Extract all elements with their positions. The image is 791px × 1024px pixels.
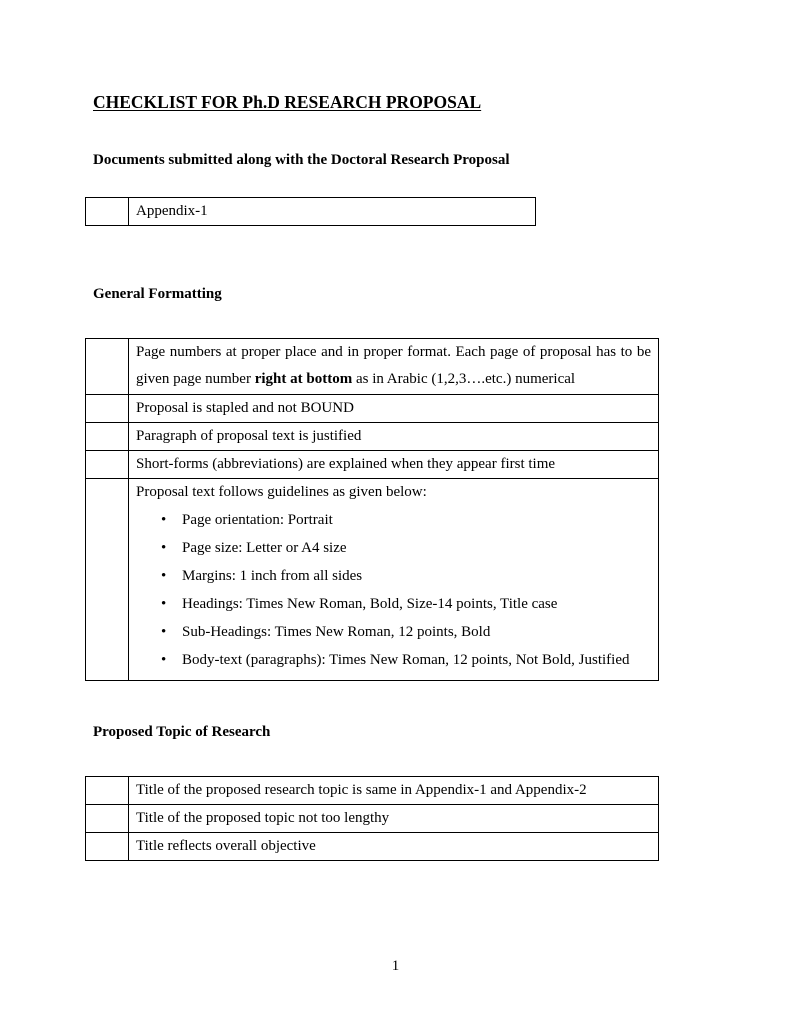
table-row [86,805,659,833]
table-row [86,833,659,861]
page-title: CHECKLIST FOR Ph.D RESEARCH PROPOSAL [93,92,482,112]
guidelines-list [136,506,651,674]
table-row [86,198,536,226]
table-row [86,395,659,423]
checklist-item: Title reflects overall objective [129,833,659,861]
page-numbers-bold-text: right at bottom [254,371,353,387]
checklist-item: Paragraph of proposal text is justified [129,423,659,451]
list-item: • Sub-Headings: Times New Roman, 12 points, Bold [182,618,651,646]
topic-table [85,776,659,861]
page-numbers-text-end: as in Arabic (1,2,3….etc.) numerical [352,371,576,387]
checklist-item-guidelines [129,479,659,681]
checkbox-cell[interactable] [86,339,129,395]
checkbox-cell[interactable] [86,423,129,451]
formatting-table [85,338,659,681]
list-item: • Margins: 1 inch from all sides [182,562,651,590]
bullet-icon: • [161,568,167,584]
table-row [86,423,659,451]
checklist-item: Title of the proposed research topic is same in Appendix-1 and Appendix-2 [129,777,659,805]
table-row [86,479,659,681]
bullet-icon: • [161,652,167,668]
checkbox-cell[interactable] [86,198,129,226]
bullet-icon: • [161,624,167,640]
topic-heading: Proposed Topic of Research [93,724,271,740]
list-item: • Page orientation: Portrait [182,506,651,534]
page-number: 1 [391,958,400,974]
documents-table [85,197,536,226]
bullet-icon: • [161,512,167,528]
checkbox-cell[interactable] [86,451,129,479]
formatting-heading: General Formatting [93,286,222,302]
checklist-item: Appendix-1 [129,198,536,226]
bullet-icon: • [161,540,167,556]
checkbox-cell[interactable] [86,777,129,805]
checklist-item: Proposal is stapled and not BOUND [129,395,659,423]
table-row [86,339,659,395]
table-row [86,451,659,479]
checkbox-cell[interactable] [86,805,129,833]
list-item: • Page size: Letter or A4 size [182,534,651,562]
checklist-item-page-numbers [129,339,659,395]
page-numbers-text: Page numbers at proper place and in proper format. Each page of proposal has to be given page number [136,344,651,387]
checkbox-cell[interactable] [86,479,129,681]
bullet-icon: • [161,596,167,612]
guidelines-intro: Proposal text follows guidelines as given below: [136,484,427,500]
documents-heading: Documents submitted along with the Doctoral Research Proposal [93,152,510,168]
table-row [86,777,659,805]
checkbox-cell[interactable] [86,395,129,423]
list-item: • Body-text (paragraphs): Times New Roman, 12 points, Not Bold, Justified [182,646,651,674]
checklist-item: Title of the proposed topic not too lengthy [129,805,659,833]
list-item: • Headings: Times New Roman, Bold, Size-14 points, Title case [182,590,651,618]
checkbox-cell[interactable] [86,833,129,861]
checklist-item: Short-forms (abbreviations) are explained when they appear first time [129,451,659,479]
